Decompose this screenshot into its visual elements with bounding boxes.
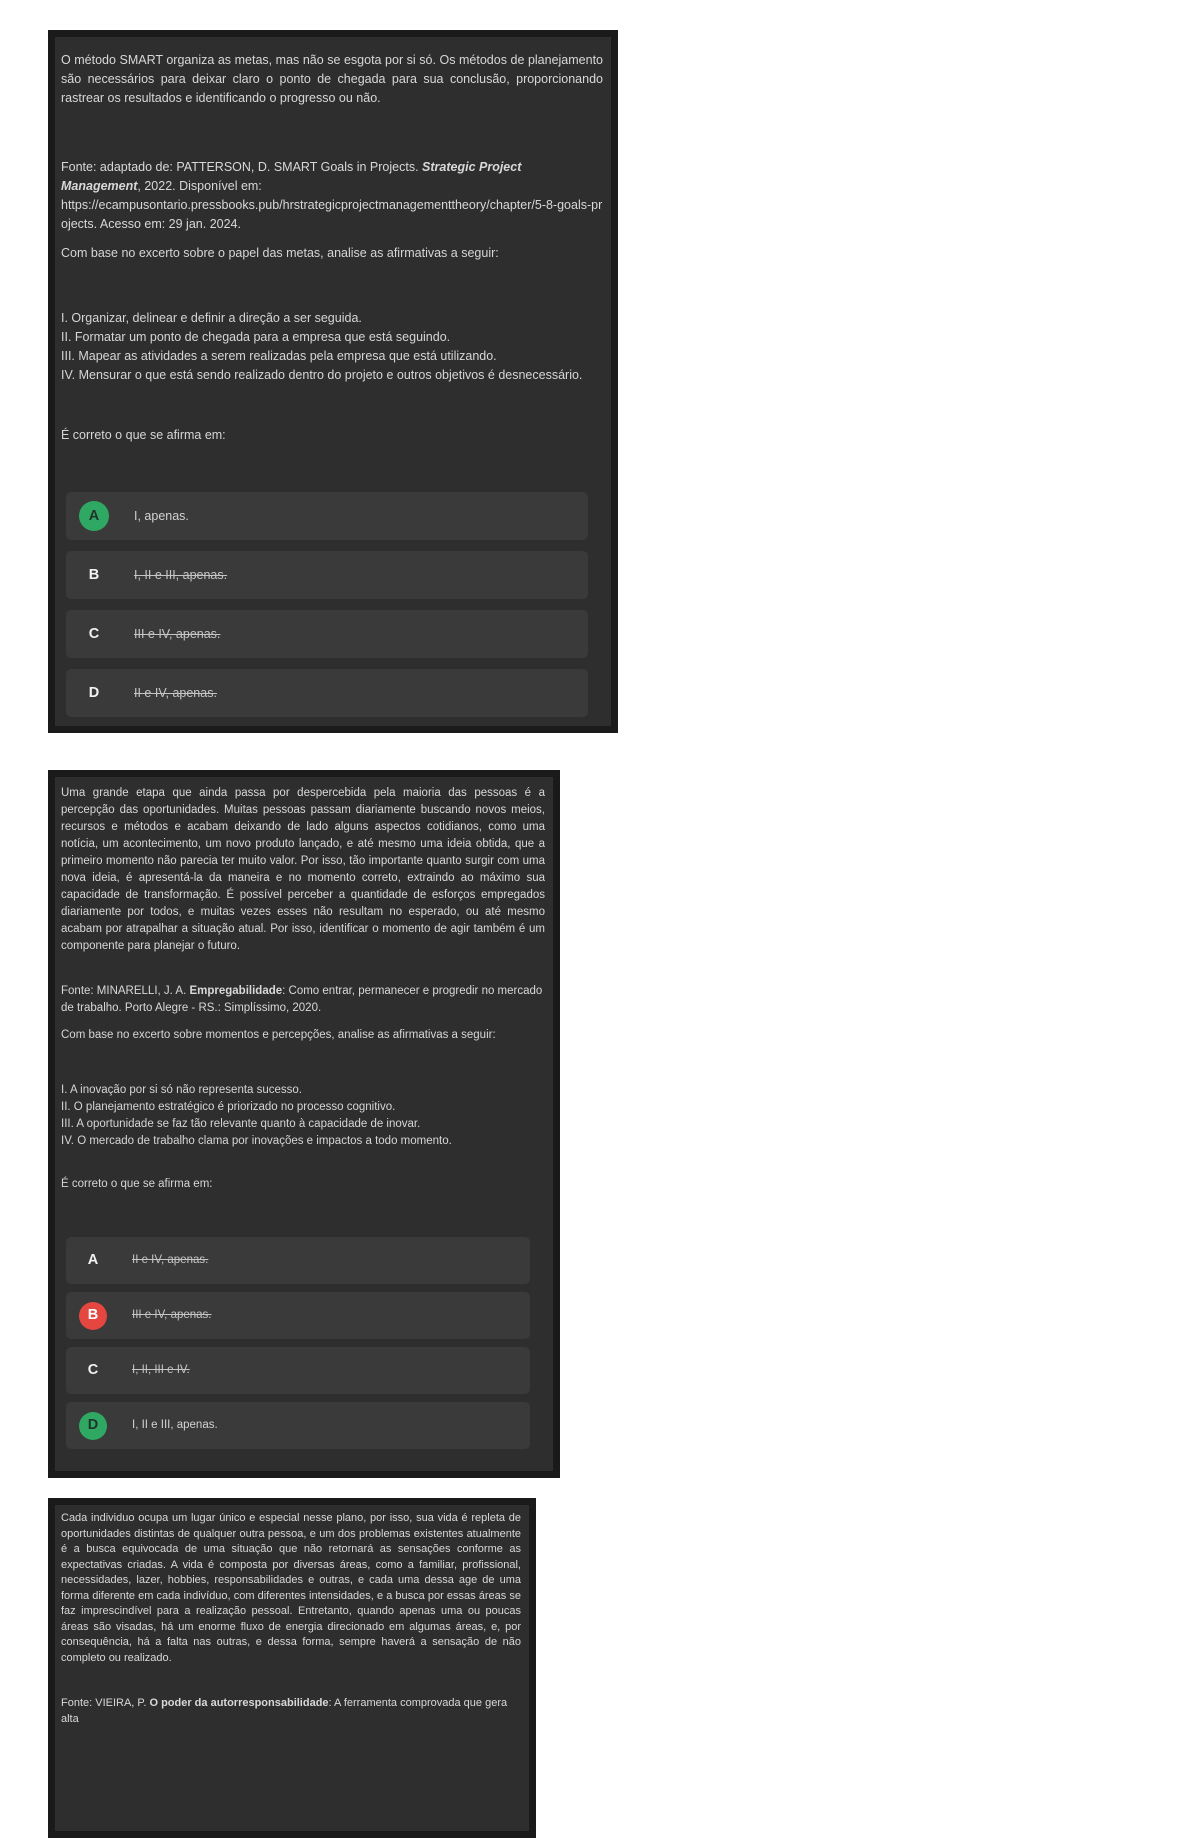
- source-suffix: : Como entrar, permanecer e progredir no mercado de trabalho. Porto Alegre - RS.: Simplíssimo, 2020.: [61, 985, 543, 1014]
- question-card-3: [48, 1498, 536, 1838]
- statement-list: [61, 309, 603, 385]
- statement-2: II. Formatar um ponto de chegada para a empresa que está seguindo.: [61, 330, 451, 344]
- question-prompt: Com base no excerto sobre momentos e percepções, analise as afirmativas a seguir:: [61, 1029, 496, 1041]
- source-prefix: Fonte: adaptado de: PATTERSON, D. SMART Goals in Projects.: [61, 160, 423, 174]
- passage-text: Uma grande etapa que ainda passa por despercebida pela maioria das pessoas é a percepção das oportunidades. Muitas pessoas passam diariamente buscando novos meios, recursos e métodos e acabam deixando de lado alguns aspectos cotidianos, como uma notícia, um acontecimento, um novo produto lançado, e até mesmo uma ideia obtida, que a primeiro momento não parecia ter muito valor. Por isso, tão importante quanto surgir com uma nova ideia, é apresentá-la da maneira e no momento correto, extraindo ao máximo sua capacidade de transformação. É possível perceber a quantidade de esforços empregados diariamente por todos, e muitas vezes esses não resultam no esperado, ou até mesmo acabam por atrapalhar a situação atual. Por isso, identificar o momento de agir também é um componente para planejar o futuro.: [61, 787, 545, 952]
- question-card-1: [48, 30, 618, 733]
- question-stem: É correto o que se afirma em:: [61, 1178, 213, 1190]
- option-b[interactable]: [66, 551, 588, 599]
- option-b-wrong-badge: B: [79, 1302, 107, 1330]
- source-title: O poder da autorresponsabilidade: [149, 1697, 329, 1709]
- passage-text: O método SMART organiza as metas, mas não se esgota por si só. Os métodos de planejamento são necessários para deixar claro o ponto de chegada para sua conclusão, proporcionando rastrear os resultados e identificando o progresso ou não.: [61, 53, 603, 105]
- option-b-text: III e IV, apenas.: [132, 1309, 212, 1321]
- option-d-text: II e IV, apenas.: [134, 685, 217, 700]
- option-c-letter: C: [88, 625, 100, 642]
- options-list: [61, 1237, 545, 1449]
- source-title: Empregabilidade: [189, 985, 283, 997]
- question-card-2-content: [55, 777, 553, 1449]
- statement-3: III. Mapear as atividades a serem realizadas pela empresa que está utilizando.: [61, 349, 497, 363]
- option-a-letter: A: [87, 1252, 99, 1268]
- option-c[interactable]: [66, 610, 588, 658]
- option-d-letter: D: [88, 684, 100, 701]
- source-citation: [61, 158, 603, 234]
- option-d-text: I, II e III, apenas.: [132, 1419, 218, 1431]
- options-list: [61, 492, 603, 717]
- source-url: https://ecampusontario.pressbooks.pub/hrstrategicprojectmanagementtheory/chapter/5-8-goals-projects. Acesso em: 29 jan. 2024.: [61, 198, 603, 231]
- question-stem: É correto o que se afirma em:: [61, 428, 226, 442]
- source-title: Strategic Project Management: [61, 160, 522, 193]
- statement-list: [61, 1082, 545, 1150]
- statement-3: III. A oportunidade se faz tão relevante quanto à capacidade de inovar.: [61, 1118, 421, 1130]
- option-c-text: III e IV, apenas.: [134, 626, 221, 641]
- statement-4: IV. O mercado de trabalho clama por inovações e impactos a todo momento.: [61, 1135, 452, 1147]
- option-c-text: I, II, III e IV.: [132, 1364, 190, 1376]
- question-card-1-content: [55, 37, 611, 717]
- option-d-correct-badge: D: [79, 1412, 107, 1440]
- option-b[interactable]: [66, 1292, 530, 1339]
- option-c[interactable]: [66, 1347, 530, 1394]
- source-prefix: Fonte: VIEIRA, P.: [61, 1697, 150, 1709]
- source-mid: , 2022. Disponível em:: [137, 179, 262, 193]
- passage-text: Cada individuo ocupa um lugar único e especial nesse plano, por isso, sua vida é repleta de oportunidades distintas de qualquer outra pessoa, e um dos problemas existentes atualmente é a busca equivocada de uma situação que não retornará as sensações conforme as expectativas criadas. A vida é composta por diversas áreas, como a familiar, profissional, necessidades, lazer, hobbies, responsabilidades e outras, e cada uma dessa age de uma forma diferente em cada indivíduo, com diferentes intensidades, e a busca por essas áreas se faz imprescindível para a realização pessoal. Entretanto, quando apenas uma ou poucas áreas são visadas, há um enorme fluxo de energia direcionado em algumas áreas, e, por consequência, há a falta nas outras, e dessa forma, sempre haverá a sensação de não completo ou realizado.: [61, 1512, 521, 1664]
- source-suffix: : A ferramenta comprovada que gera alta: [61, 1697, 508, 1725]
- option-b-letter: B: [88, 566, 100, 583]
- question-card-2: [48, 770, 560, 1478]
- option-a-text: II e IV, apenas.: [132, 1254, 209, 1266]
- statement-1: I. Organizar, delinear e definir a direção a ser seguida.: [61, 311, 362, 325]
- source-prefix: Fonte: MINARELLI, J. A.: [61, 985, 190, 997]
- option-d[interactable]: [66, 1402, 530, 1449]
- statement-2: II. O planejamento estratégico é priorizado no processo cognitivo.: [61, 1101, 396, 1113]
- option-a[interactable]: [66, 492, 588, 540]
- option-a[interactable]: [66, 1237, 530, 1284]
- statement-1: I. A inovação por si só não representa sucesso.: [61, 1084, 303, 1096]
- question-card-3-content: [55, 1505, 529, 1727]
- question-prompt: Com base no excerto sobre o papel das metas, analise as afirmativas a seguir:: [61, 246, 499, 260]
- source-citation: [61, 1696, 521, 1727]
- option-d[interactable]: [66, 669, 588, 717]
- source-citation: [61, 983, 545, 1017]
- option-a-correct-badge: A: [79, 501, 109, 531]
- option-a-text: I, apenas.: [134, 508, 189, 523]
- option-b-text: I, II e III, apenas.: [134, 567, 228, 582]
- statement-4: IV. Mensurar o que está sendo realizado dentro do projeto e outros objetivos é desnecessário.: [61, 368, 583, 382]
- option-c-letter: C: [87, 1362, 99, 1378]
